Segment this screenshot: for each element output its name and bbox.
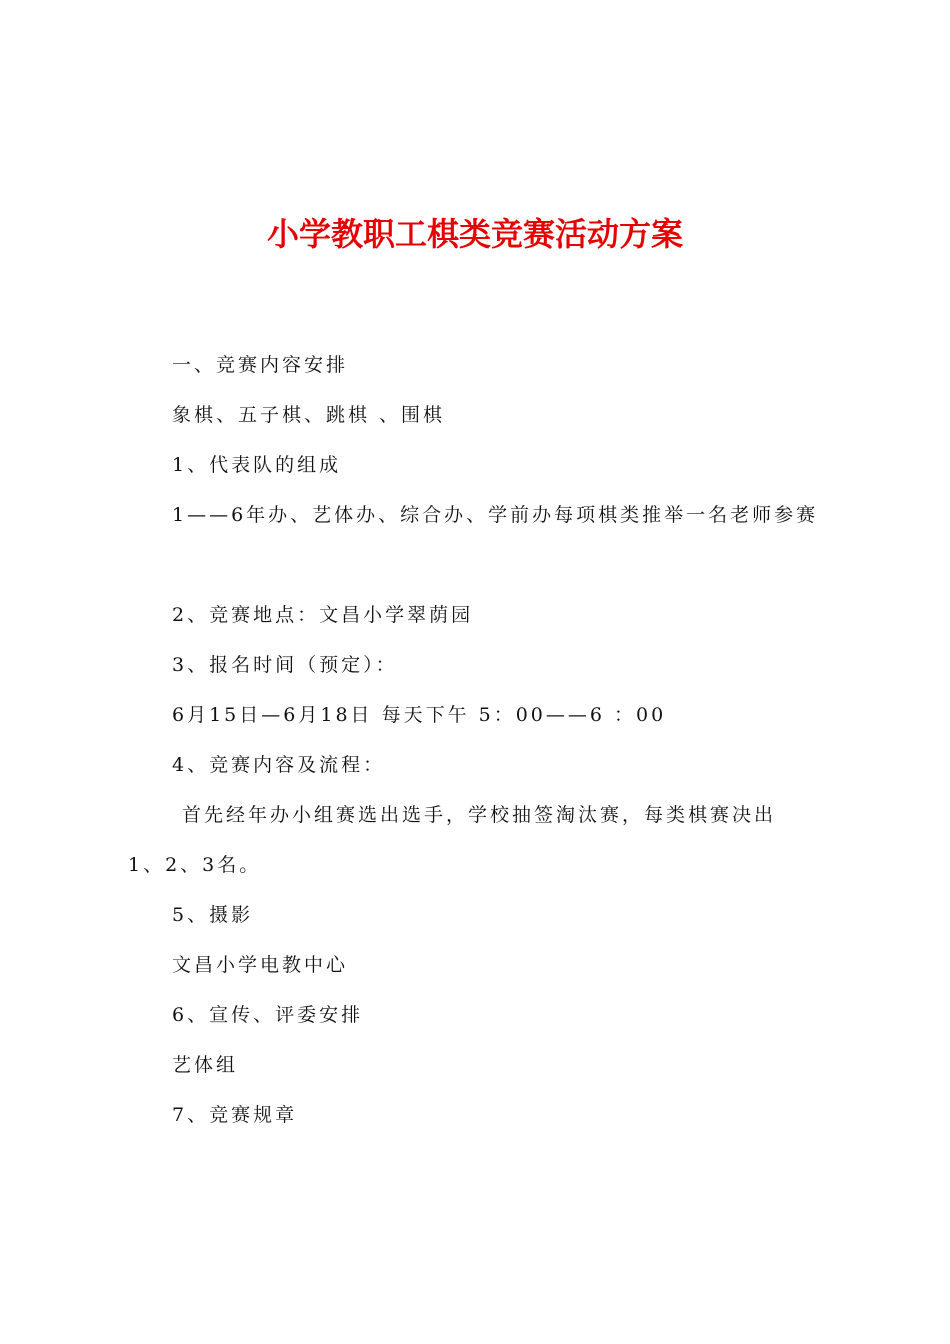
paragraph: 艺体组 (172, 1054, 239, 1076)
paragraph: 首先经年办小组赛选出选手，学校抽签淘汰赛，每类棋赛决出 (182, 804, 777, 826)
section-heading: 3、报名时间（预定）： (172, 654, 398, 676)
paragraph: 1——6年办、艺体办、综合办、学前办每项棋类推举一名老师参赛 (172, 504, 819, 526)
section-heading: 一、竞赛内容安排 (172, 354, 349, 376)
document-body (128, 345, 833, 1145)
document-title: 小学教职工棋类竞赛活动方案 (266, 215, 683, 253)
paragraph: 文昌小学电教中心 (172, 954, 349, 976)
section-heading: 5、摄影 (172, 904, 254, 926)
section-heading: 2、竞赛地点：文昌小学翠荫园 (172, 604, 474, 626)
paragraph-continuation: 1、2、3名。 (128, 854, 262, 876)
blank-line (128, 545, 833, 595)
section-heading: 6、宣传、评委安排 (172, 1004, 364, 1026)
section-heading: 4、竞赛内容及流程： (172, 754, 386, 776)
section-heading: 7、竞赛规章 (172, 1104, 298, 1126)
paragraph: 6月15日—6月18日 每天下午 5：00——6 ：00 (172, 704, 667, 726)
paragraph: 象棋、五子棋、跳棋 、围棋 (172, 404, 446, 426)
section-heading: 1、代表队的组成 (172, 454, 342, 476)
